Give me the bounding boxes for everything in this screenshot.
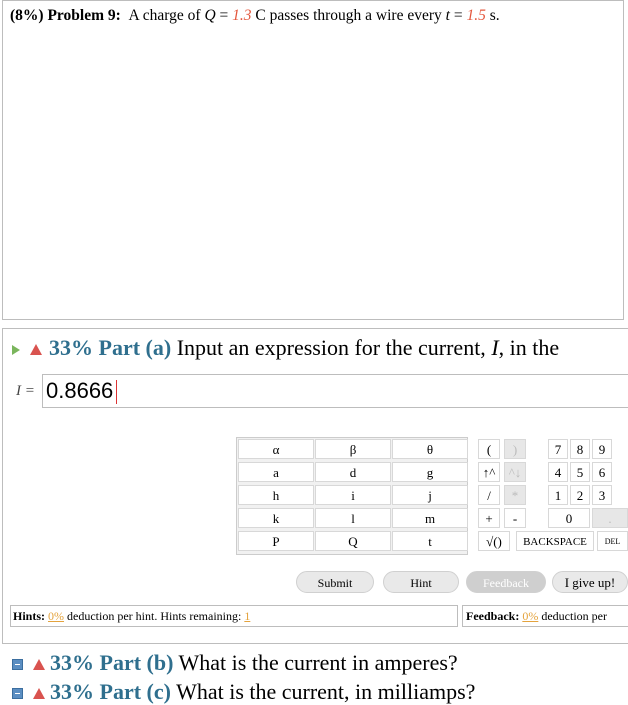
warning-icon (30, 344, 42, 355)
backspace-key[interactable]: BACKSPACE (516, 531, 594, 551)
answer-value: 0.8666 (46, 378, 114, 403)
sqrt-key[interactable]: √() (478, 531, 510, 551)
feedback-label: Feedback: (466, 609, 520, 623)
q-value: 1.3 (232, 7, 252, 24)
variable-key[interactable]: θ (392, 439, 468, 459)
part-c-percent: 33% Part (c) (50, 679, 171, 704)
problem-weight: (8%) (10, 7, 44, 24)
feedback-info (466, 609, 607, 624)
problem-statement (10, 7, 500, 25)
variable-key[interactable]: a (238, 462, 314, 482)
part-b-text: What is the current in amperes? (178, 650, 458, 675)
collapse-icon[interactable] (12, 688, 23, 699)
equals-sign: = (219, 7, 229, 24)
hint-button[interactable]: Hint (383, 571, 459, 593)
answer-label: I = (16, 383, 35, 399)
hints-percent: 0% (48, 609, 65, 623)
variable-key[interactable]: j (392, 485, 468, 505)
digit-key[interactable]: 7 (548, 439, 568, 459)
variable-key[interactable]: Q (315, 531, 391, 551)
digit-key[interactable]: 3 (592, 485, 612, 505)
plus-key[interactable]: + (478, 508, 500, 528)
open-paren-key[interactable]: ( (478, 439, 500, 459)
delete-key[interactable]: DEL (597, 531, 628, 551)
answer-input[interactable] (42, 374, 628, 408)
part-a-heading (12, 335, 559, 361)
variable-key[interactable]: g (392, 462, 468, 482)
submit-button[interactable]: Submit (296, 571, 374, 593)
problem-label: Problem 9: (47, 7, 121, 24)
digit-key[interactable]: 2 (570, 485, 590, 505)
variable-key[interactable]: t (392, 531, 468, 551)
close-paren-key[interactable]: ) (504, 439, 526, 459)
part-a-percent: 33% Part (a) (49, 335, 172, 360)
digit-key[interactable]: 1 (548, 485, 568, 505)
feedback-button[interactable]: Feedback (466, 571, 546, 593)
variable-key[interactable]: d (315, 462, 391, 482)
give-up-button[interactable]: I give up! (552, 571, 628, 593)
expand-play-icon[interactable] (12, 345, 20, 355)
feedback-percent: 0% (522, 609, 539, 623)
t-unit-text: s. (489, 7, 500, 24)
variable-key[interactable]: i (315, 485, 391, 505)
warning-icon (33, 688, 45, 699)
feedback-text: deduction per (538, 609, 607, 623)
hints-info (13, 609, 250, 624)
text-cursor (116, 380, 117, 404)
equals-sign: = (453, 7, 463, 24)
collapse-icon[interactable] (12, 659, 23, 670)
variable-key[interactable]: l (315, 508, 391, 528)
hints-remaining: 1 (244, 609, 251, 623)
part-b-heading[interactable] (12, 650, 458, 676)
power-down-key[interactable]: ^↓ (504, 462, 526, 482)
variable-key[interactable]: m (392, 508, 468, 528)
current-variable: I (491, 335, 499, 360)
part-b-percent: 33% Part (b) (50, 650, 174, 675)
divide-key[interactable]: / (478, 485, 500, 505)
decimal-key[interactable]: . (592, 508, 628, 528)
problem-text-pre: A charge of (128, 7, 201, 24)
variable-key[interactable]: α (238, 439, 314, 459)
digit-key[interactable]: 9 (592, 439, 612, 459)
part-a-text-end: , in the (498, 335, 560, 360)
part-a-text: Input an expression for the current, (176, 335, 492, 360)
part-c-text: What is the current, in milliamps? (176, 679, 476, 704)
digit-key[interactable]: 4 (548, 462, 568, 482)
part-c-heading[interactable] (12, 679, 475, 705)
variable-key[interactable]: β (315, 439, 391, 459)
hints-text: deduction per hint. Hints remaining: (64, 609, 245, 623)
t-variable: t (445, 7, 450, 24)
q-unit-text: C passes through a wire every (255, 7, 442, 24)
power-up-key[interactable]: ↑^ (478, 462, 500, 482)
variable-key[interactable]: h (238, 485, 314, 505)
digit-key[interactable]: 5 (570, 462, 590, 482)
variable-key[interactable]: k (238, 508, 314, 528)
digit-key[interactable]: 8 (570, 439, 590, 459)
q-variable: Q (204, 7, 216, 24)
problem-panel (2, 0, 624, 320)
variable-key[interactable]: P (238, 531, 314, 551)
warning-icon (33, 659, 45, 670)
hints-label: Hints: (13, 609, 46, 623)
t-value: 1.5 (466, 7, 486, 24)
minus-key[interactable]: - (504, 508, 526, 528)
digit-key[interactable]: 6 (592, 462, 612, 482)
multiply-key[interactable]: * (504, 485, 526, 505)
digit-key[interactable]: 0 (548, 508, 590, 528)
